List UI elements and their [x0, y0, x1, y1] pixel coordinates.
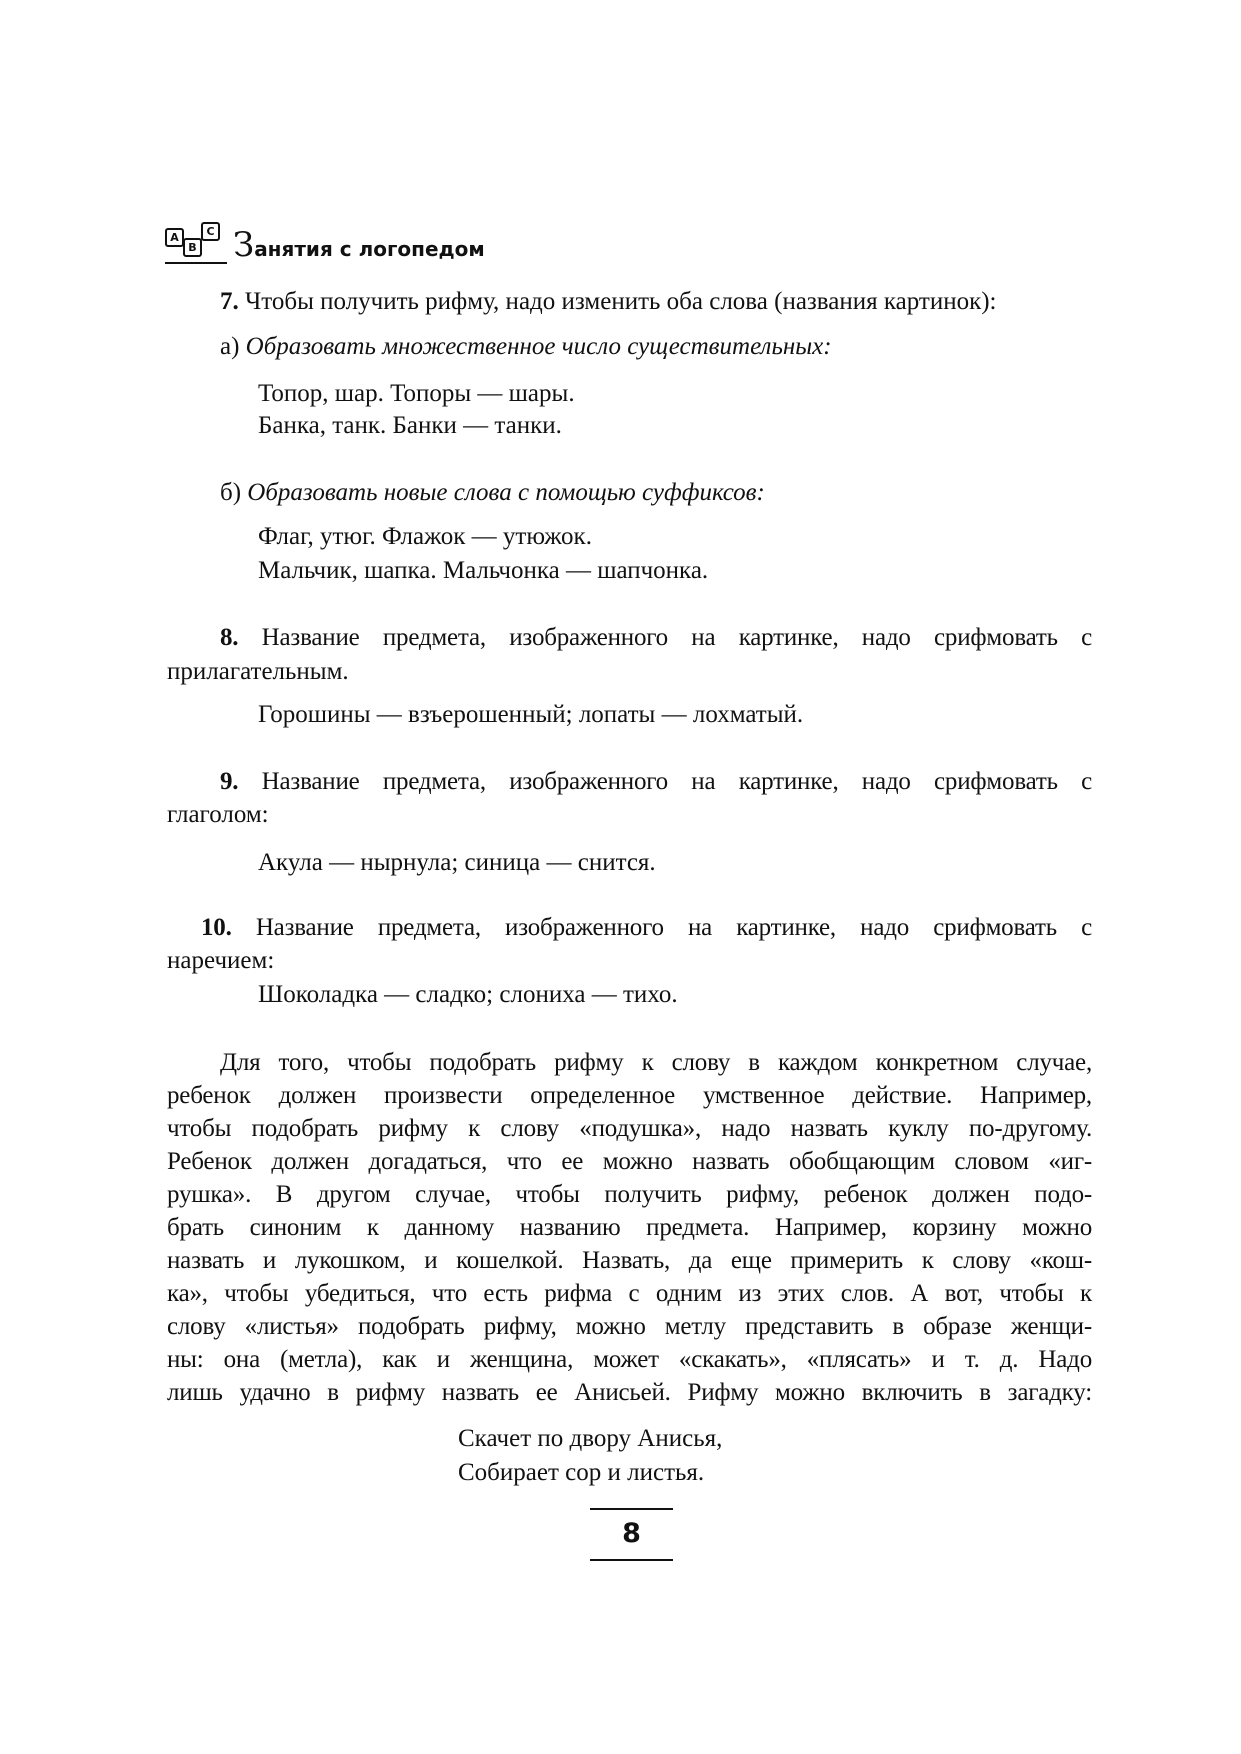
paragraph-line: назвать и лукошком, и кошелкой. Назвать, да еще примерить к слову «кош-: [167, 1247, 1092, 1274]
page-number-rule-top: [590, 1508, 673, 1510]
title-initial: З: [233, 225, 255, 265]
item-text: Название предмета, изображенного на картинке, надо срифмовать с: [238, 768, 1092, 795]
item-9: [220, 767, 1092, 797]
paragraph-line: ка», чтобы убедиться, что есть рифма с одним из этих слов. А вот, чтобы к: [167, 1280, 1092, 1307]
sub-text: Образовать множественное число существительных:: [245, 333, 832, 360]
example-line: Флаг, утюг. Флажок — утюжок.: [258, 523, 592, 550]
item-7b: [220, 478, 765, 508]
paragraph-line: чтобы подобрать рифму к слову «подушка», надо назвать куклу по-другому.: [167, 1115, 1092, 1142]
item-text-cont: наречием:: [167, 947, 275, 974]
poem-line: Скачет по двору Анисья,: [458, 1425, 723, 1452]
paragraph-line: брать синоним к данному названию предмета. Например, корзину можно: [167, 1214, 1092, 1241]
item-10: [201, 913, 1092, 943]
item-text: Чтобы получить рифму, надо изменить оба слова (названия картинок):: [238, 288, 997, 315]
item-number: 10.: [201, 914, 232, 941]
page-number-rule-bottom: [590, 1559, 673, 1561]
item-text: Название предмета, изображенного на картинке, надо срифмовать с: [238, 624, 1092, 651]
sub-label: б): [220, 479, 242, 506]
sub-text: Образовать новые слова с помощью суффиксов:: [247, 479, 765, 506]
item-text: Название предмета, изображенного на картинке, надо срифмовать с: [231, 914, 1092, 941]
page-number: 8: [622, 1518, 641, 1549]
example-line: Мальчик, шапка. Мальчонка — шапчонка.: [258, 557, 709, 584]
block-a: A: [165, 228, 184, 247]
example-line: Топор, шар. Топоры — шары.: [258, 380, 575, 407]
paragraph-line: ребенок должен произвести определенное умственное действие. Например,: [167, 1082, 1092, 1109]
abc-blocks-logo-icon: [165, 222, 227, 264]
poem-line: Собирает сор и листья.: [458, 1459, 705, 1486]
paragraph-line: слову «листья» подобрать рифму, можно метлу представить в образе женщи-: [167, 1313, 1092, 1340]
paragraph-line: лишь удачно в рифму назвать ее Анисьей. Рифму можно включить в загадку:: [167, 1379, 1092, 1406]
item-number: 7.: [220, 288, 239, 315]
paragraph-line: ны: она (метла), как и женщина, может «скакать», «плясать» и т. д. Надо: [167, 1346, 1092, 1373]
item-number: 8.: [220, 624, 239, 651]
running-header: [165, 222, 485, 264]
block-c: C: [201, 222, 220, 241]
paragraph-line: Ребенок должен догадаться, что ее можно назвать обобщающим словом «иг-: [167, 1148, 1092, 1175]
item-8: [220, 623, 1092, 653]
header-title: [233, 225, 485, 265]
paragraph-line: Для того, чтобы подобрать рифму к слову в каждом конкретном случае,: [220, 1049, 1092, 1076]
example-line: Шоколадка — сладко; слониха — тихо.: [258, 981, 678, 1008]
title-rest: анятия с логопедом: [254, 237, 485, 261]
example-line: Акула — нырнула; синица — снится.: [258, 849, 656, 876]
sub-label: а): [220, 333, 240, 360]
item-text-cont: прилагательным.: [167, 658, 349, 685]
item-text-cont: глаголом:: [167, 801, 269, 828]
example-line: Горошины — взъерошенный; лопаты — лохматый.: [258, 701, 804, 728]
item-7: [220, 287, 997, 317]
item-number: 9.: [220, 768, 239, 795]
example-line: Банка, танк. Банки — танки.: [258, 412, 562, 439]
item-7a: [220, 332, 832, 362]
paragraph-line: рушка». В другом случае, чтобы получить рифму, ребенок должен подо-: [167, 1181, 1092, 1208]
block-b: B: [183, 238, 202, 257]
